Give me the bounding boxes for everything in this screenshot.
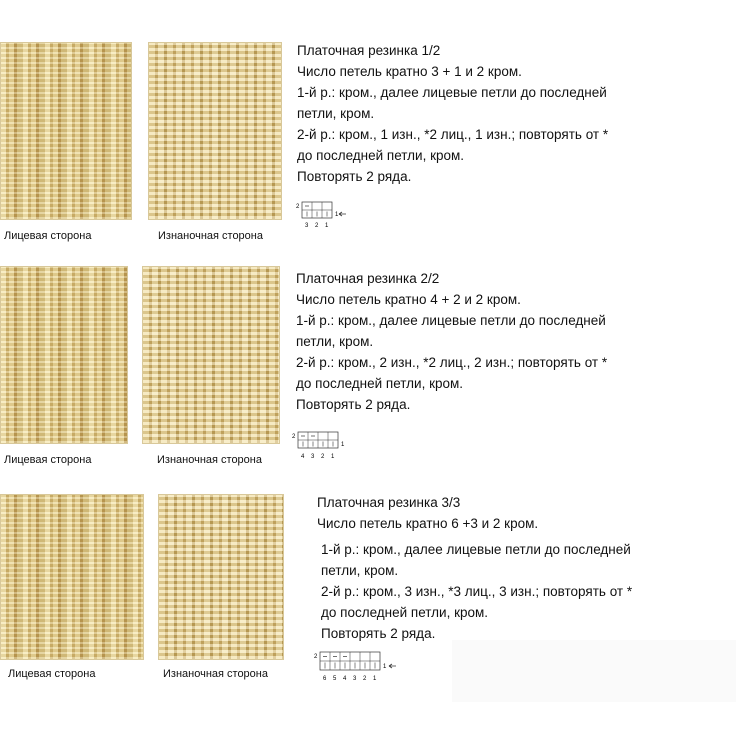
back-side-caption: Изнаночная сторона [163,668,268,680]
chart-row-arrow-label: 1 [383,664,387,670]
pattern-description [296,268,607,415]
chart-column-number: 1 [325,223,329,229]
front-side-caption: Лицевая сторона [4,230,92,242]
back-side-caption: Изнаночная сторона [157,454,262,466]
front-side-swatch-image [0,494,144,660]
stitch-chart [296,200,356,230]
front-side-caption: Лицевая сторона [8,668,96,680]
chart-row-arrow-label: 1 [341,442,345,448]
chart-column-number: 5 [333,676,337,682]
pattern-line: Повторять 2 ряда. [297,169,412,184]
stitch-chart [292,430,358,462]
pattern-line: 1-й р.: кром., далее лицевые петли до последней [321,542,631,557]
chart-column-number: 1 [331,454,335,460]
chart-column-number: 3 [305,223,309,229]
pattern-line: до последней петли, кром. [296,376,464,391]
front-side-swatch-image [0,42,132,220]
pattern-line: петли, кром. [321,563,399,578]
back-side-caption: Изнаночная сторона [158,230,263,242]
chart-row-label: 2 [314,654,318,660]
pattern-line: петли, кром. [296,334,374,349]
chart-column-number: 2 [315,223,319,229]
pattern-line: Число петель кратно 4 + 2 и 2 кром. [296,292,521,307]
pattern-description [297,40,608,187]
front-side-caption: Лицевая сторона [4,454,92,466]
pattern-line: Число петель кратно 3 + 1 и 2 кром. [297,64,522,79]
chart-column-number: 3 [353,676,357,682]
pattern-line: Повторять 2 ряда. [321,626,436,641]
chart-column-number: 2 [363,676,367,682]
chart-column-number: 6 [323,676,327,682]
chart-column-number: 1 [373,676,377,682]
chart-column-number: 3 [311,454,315,460]
pattern-title: Платочная резинка 2/2 [296,271,440,286]
pattern-line: 2-й р.: кром., 2 изн., *2 лиц., 2 изн.; повторять от * [296,355,608,370]
front-side-swatch-image [0,266,128,444]
pattern-line: 1-й р.: кром., далее лицевые петли до последней [296,313,606,328]
chart-column-number: 4 [301,454,305,460]
pattern-line: петли, кром. [297,106,375,121]
stitch-chart [314,650,404,684]
chart-column-number: 2 [321,454,325,460]
pattern-description [317,492,632,644]
chart-column-number: 4 [343,676,347,682]
pattern-line: до последней петли, кром. [321,605,489,620]
chart-row-label: 2 [296,204,300,210]
pattern-title: Платочная резинка 1/2 [297,43,441,58]
pattern-line: Число петель кратно 6 +3 и 2 кром. [317,516,539,531]
pattern-line: 2-й р.: кром., 3 изн., *3 лиц., 3 изн.; повторять от * [321,584,633,599]
pattern-line: Повторять 2 ряда. [296,397,411,412]
back-side-swatch-image [148,42,282,220]
back-side-swatch-image [142,266,280,444]
chart-row-label: 2 [292,434,296,440]
pattern-line: 1-й р.: кром., далее лицевые петли до последней [297,85,607,100]
background-panel [452,640,736,702]
pattern-title: Платочная резинка 3/3 [317,495,461,510]
pattern-line: до последней петли, кром. [297,148,465,163]
back-side-swatch-image [158,494,284,660]
pattern-line: 2-й р.: кром., 1 изн., *2 лиц., 1 изн.; повторять от * [297,127,609,142]
chart-row-arrow-label: 1 [335,212,339,218]
